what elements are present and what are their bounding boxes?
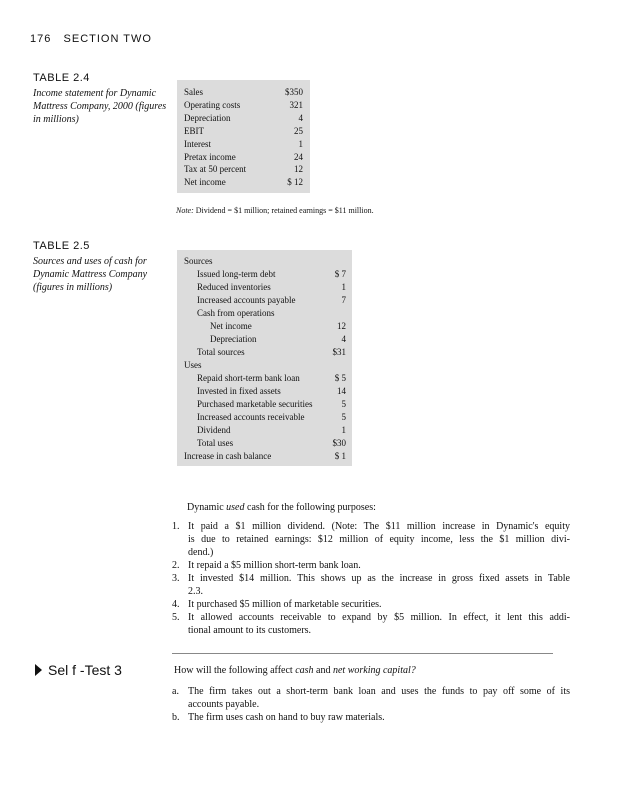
question-b: and [313, 665, 333, 676]
table-row-value: 4 [298, 112, 303, 123]
table-row-value: 1 [341, 425, 346, 435]
uses-intro-a: Dynamic [187, 502, 227, 513]
table-row-label: Purchased marketable securities [197, 399, 313, 409]
question-a: How will the following affect [174, 665, 296, 676]
table-row-value: 1 [341, 282, 346, 292]
list-item-number: 3. [172, 573, 180, 584]
table-row-value: 5 [341, 412, 346, 422]
table-row-value: 14 [337, 386, 346, 396]
section-divider [172, 653, 553, 654]
table-row-value: 1 [298, 138, 303, 149]
table-row-value: $30 [332, 438, 346, 448]
table-2-4-note [176, 206, 374, 215]
list-item-line: is due to retained earnings: $12 million of equity income, less the $1 million divi- [188, 534, 570, 545]
table-row-label: Sales [184, 87, 203, 97]
list-item-line: tional amount to its customers. [188, 625, 312, 636]
list-item-number: 4. [172, 599, 180, 610]
uses-intro-b: cash for the following purposes: [244, 502, 376, 513]
table-row-value: 7 [341, 295, 346, 305]
table-row-value: $350 [285, 87, 303, 97]
list-item-line: It allowed accounts receivable to expand by $5 million. In effect, it lent this addi- [188, 612, 570, 623]
table-2-4-caption: Income statement for Dynamic Mattress Company, 2000 (figures in millions) [33, 88, 167, 125]
table-2-5-label: TABLE 2.5 [33, 240, 90, 252]
table-row-label: Pretax income [184, 151, 236, 162]
list-item-number: 1. [172, 521, 180, 532]
list-item-line: It repaid a $5 million short-term bank loan. [188, 560, 361, 571]
table-row-label: Depreciation [210, 334, 257, 344]
table-row-value: 25 [294, 125, 303, 136]
table-row-value: 24 [294, 151, 303, 162]
list-item-line: dend.) [188, 547, 214, 558]
self-test-heading [35, 662, 122, 678]
page-number: 176 [30, 33, 52, 45]
list-item-line: 2.3. [188, 586, 203, 597]
table-row-label: Tax at 50 percent [184, 164, 247, 175]
list-item-number: 2. [172, 560, 180, 571]
table-row-label: Reduced inventories [197, 282, 271, 292]
table-row-value: 12 [294, 164, 303, 175]
table-row-label: Increased accounts payable [197, 295, 296, 305]
list-item-line: It invested $14 million. This shows up as the increase in gross fixed assets in Table [188, 573, 570, 584]
list-item-line: The firm takes out a short-term bank loan and uses the funds to pay off some of its [188, 686, 570, 697]
uses-intro [187, 501, 376, 514]
table-row-value: $ 12 [287, 177, 303, 188]
table-row-label: Cash from operations [197, 308, 275, 318]
table-row-label: Dividend [197, 425, 231, 435]
running-header [30, 33, 152, 45]
table-row-label: Operating costs [184, 99, 241, 110]
table-row-label: Issued long-term debt [197, 269, 276, 279]
question-em-cash: cash [295, 665, 314, 676]
table-row-label: Increase in cash balance [184, 451, 272, 461]
section-title: SECTION TWO [63, 33, 152, 45]
table-row-label: Total uses [197, 438, 234, 448]
table-row-label: Increased accounts receivable [197, 412, 305, 422]
table-row-value: 4 [341, 334, 346, 344]
table-row-label: Depreciation [184, 112, 231, 123]
list-item-line: It paid a $1 million dividend. (Note: The $11 million increase in Dynamic's equity [188, 521, 570, 532]
table-row-label: Total sources [197, 347, 245, 357]
table-2-4-label: TABLE 2.4 [33, 72, 90, 84]
note-text: Dividend = $1 million; retained earnings = $11 million. [193, 206, 374, 215]
table-row-label: Uses [184, 360, 202, 370]
table-row-value: 12 [337, 321, 346, 331]
note-label: Note: [176, 206, 194, 215]
table-row-label: Sources [184, 256, 213, 266]
table-row-value: 321 [289, 99, 303, 110]
table-row-value: $ 1 [334, 451, 346, 461]
self-test-label: Sel f -Test 3 [48, 662, 122, 678]
uses-intro-em: used [226, 502, 245, 513]
table-row-label: Interest [184, 138, 211, 149]
table-row-value: $ 7 [334, 269, 346, 279]
table-row-value: $ 5 [334, 373, 346, 383]
list-item-line: The firm uses cash on hand to buy raw materials. [188, 712, 385, 723]
table-2-5-caption: Sources and uses of cash for Dynamic Mattress Company (figures in millions) [33, 256, 148, 293]
list-item-letter: a. [172, 686, 179, 697]
table-row-label: Net income [184, 177, 226, 188]
triangle-marker-icon [35, 664, 42, 676]
table-row-value: $31 [332, 347, 346, 357]
list-item-line: It purchased $5 million of marketable securities. [188, 599, 382, 610]
table-row-label: Net income [210, 321, 252, 331]
question-em-nwc: net working capital? [332, 665, 416, 676]
list-item-number: 5. [172, 612, 180, 623]
list-item-line: accounts payable. [188, 699, 260, 710]
table-row-value: 5 [341, 399, 346, 409]
table-row-label: Repaid short-term bank loan [197, 373, 300, 383]
self-test-question [174, 664, 416, 677]
table-row-label: EBIT [184, 125, 204, 136]
list-item-letter: b. [172, 712, 180, 723]
table-row-label: Invested in fixed assets [197, 386, 281, 396]
